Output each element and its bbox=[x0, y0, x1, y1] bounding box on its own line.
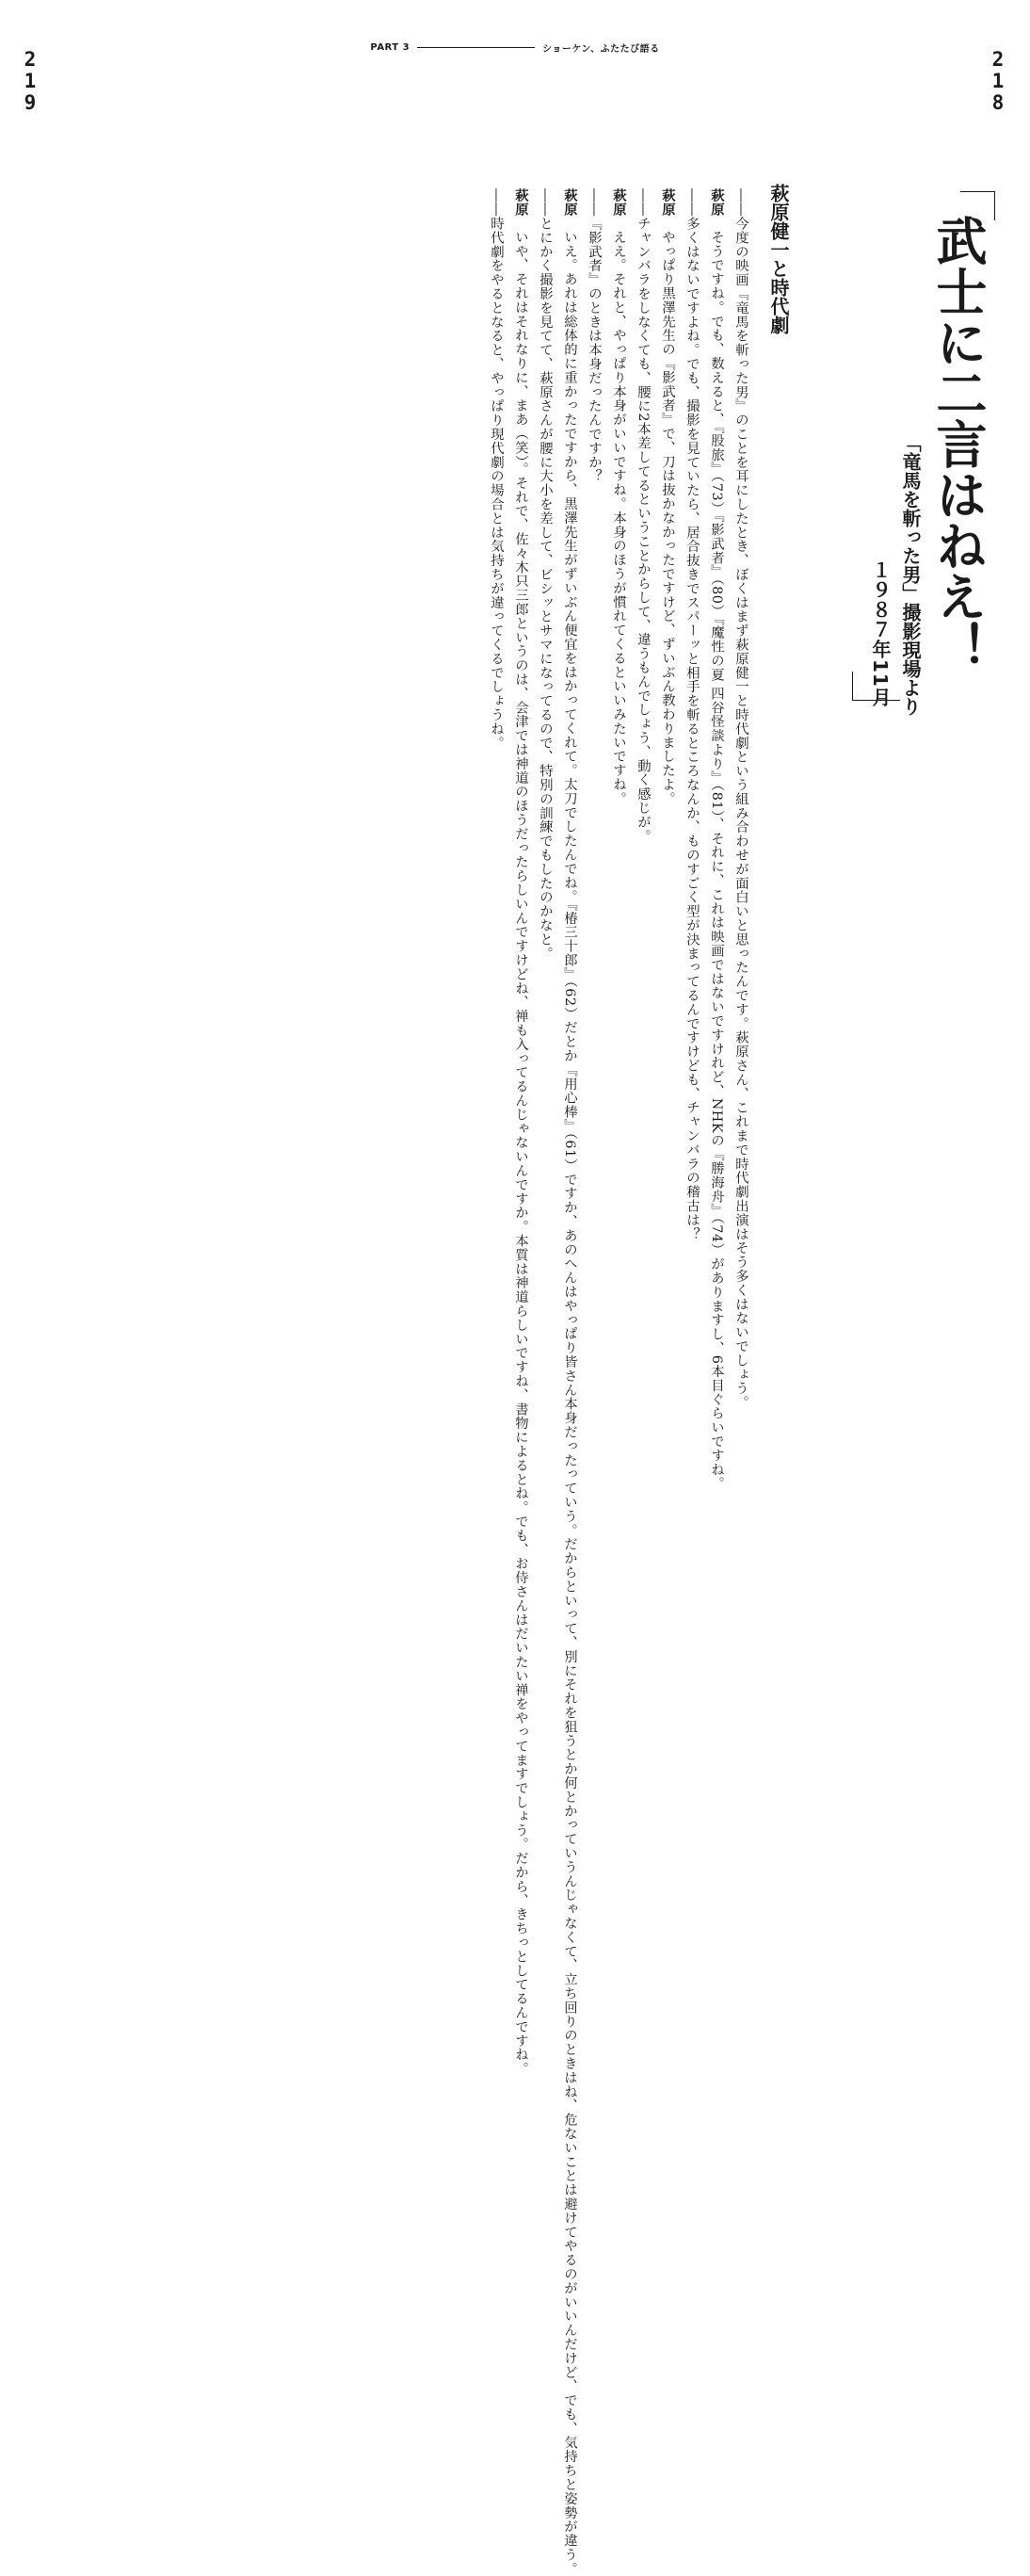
paragraph-text: ――とにかく撮影を見てて、萩原さんが腰に大小を差して、ビシッとサマになってるので、特別の訓練でもしたのかなと。 bbox=[538, 188, 553, 961]
chapter-title: ショーケン、ふたたび語る bbox=[542, 43, 660, 55]
body-paragraph bbox=[729, 188, 753, 1410]
article-date: １９８７年11月 bbox=[869, 560, 892, 707]
paragraph-text: ――多くはないですよね。でも、撮影を見ていたら、居合抜きでスパーッと相手を斬るところなんか、ものすごく型が決まってるんですけども、チャンバラの稽古は？ bbox=[684, 188, 700, 1241]
page-number-right-digit: 1 bbox=[991, 70, 1005, 92]
paragraph-text: ――今度の映画『竜馬を斬った男』のことを耳にしたとき、ぼくはまず萩原健一と時代劇という組み合わせが面白いと思ったんです。萩原さん、これまで時代劇出演はそう多くはないでしょう。 bbox=[733, 188, 748, 1410]
paragraph-text: やっぱり黒澤先生の『影武者』で、刀は抜かなかったですけど、ずいぶん教わりましたよ。 bbox=[660, 230, 675, 806]
page-number-right bbox=[989, 49, 1007, 114]
page-number-left bbox=[21, 49, 40, 114]
page-number-right-digit: 8 bbox=[991, 91, 1005, 114]
page-number-left-digit: 2 bbox=[24, 48, 37, 71]
speaker-label: 萩原 bbox=[513, 188, 528, 217]
article-body bbox=[47, 188, 753, 2576]
body-paragraph bbox=[484, 188, 508, 750]
header-rule bbox=[417, 47, 535, 48]
paragraph-text: ――時代劇をやるとなると、やっぱり現代劇の場合とは気持ちが違ってくるでしょうね。 bbox=[489, 188, 504, 750]
body-paragraph bbox=[655, 188, 680, 806]
page-number-left-digit: 1 bbox=[24, 70, 37, 92]
article-subtitle: 「竜馬を斬った男」撮影現場より bbox=[899, 433, 922, 716]
speaker-label: 萩原 bbox=[660, 188, 675, 217]
body-paragraph bbox=[557, 188, 582, 2576]
speaker-label: 萩原 bbox=[709, 188, 724, 217]
body-paragraph bbox=[606, 188, 631, 806]
section-heading: 萩原健一と時代劇 bbox=[767, 184, 790, 334]
page-number-right-digit: 2 bbox=[991, 48, 1005, 71]
paragraph-text: ――『影武者』のときは本身だったんですか？ bbox=[587, 188, 602, 483]
body-paragraph bbox=[704, 188, 729, 1491]
paragraph-text: ――チャンバラをしなくても、腰に2本差してるということからして、違うもんでしょう、動く感じが。 bbox=[636, 188, 651, 844]
page-number-left-digit: 9 bbox=[24, 91, 37, 114]
body-paragraph bbox=[680, 188, 704, 1241]
body-paragraph bbox=[631, 188, 655, 844]
paragraph-text: そうですね。でも、数えると、『股旅』（73）『影武者』（80）『魔性の夏 四谷怪談より』（81）、それに、これは映画ではないですけれど、NHKの『勝海舟』（74）がありますし、6本目ぐらいですね。 bbox=[709, 230, 724, 1491]
paragraph-text: いえ。あれは総体的に重かったですから、黒澤先生がずいぶん便宜をはかってくれて。太刀でしたんでね。『椿三十郎』（62）だとか『用心棒』（61）ですか、あのへんはやっぱり皆さん本身だったっていう。だからといって、別にそれを狙うとか何とかっていうんじゃなくて、立ち回りのときはね、危ないことは避けてやるのがいいんだけど、でも、気持ちと姿勢が違う。 bbox=[562, 230, 577, 2576]
body-paragraph bbox=[533, 188, 557, 961]
body-paragraph bbox=[582, 188, 606, 716]
paragraph-text: ええ。それと、やっぱり本身がいいですね。本身のほうが慣れてくるといいみたいですね。 bbox=[611, 230, 626, 806]
paragraph-text: いや、それはそれなりに、まあ（笑）。それで、佐々木只三郎というのは、会津では神道のほうだったらしいんですけどね、禅も入ってるんじゃないんですか。本質は神道らしいですね、書物によるとね。でも、お侍さんはだいたい禅をやってますでしょう。だから、きちっとしてるんですね。 bbox=[513, 230, 528, 2076]
part-label: PART 3 bbox=[370, 41, 410, 53]
body-paragraph bbox=[508, 188, 533, 2076]
speaker-label: 萩原 bbox=[562, 188, 577, 217]
speaker-label: 萩原 bbox=[611, 188, 626, 217]
running-header bbox=[0, 38, 1030, 57]
article-title: 武士に二言はねえ！ bbox=[928, 215, 988, 672]
